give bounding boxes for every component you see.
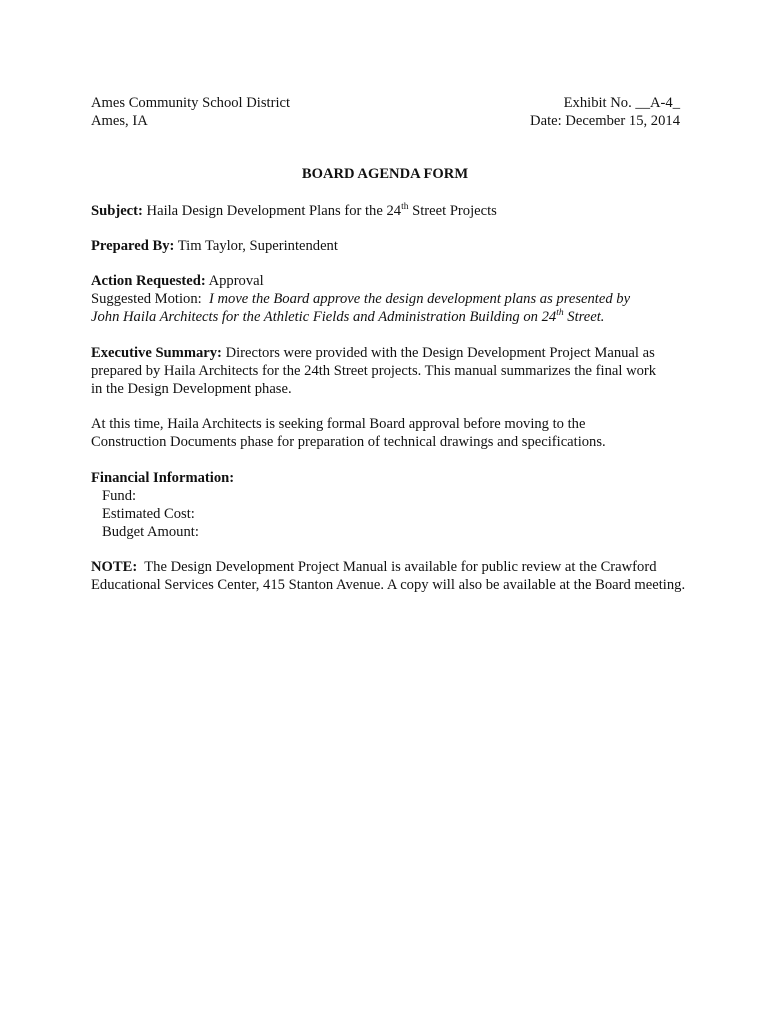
note-line1: [91, 558, 701, 576]
subject-label: Subject:: [91, 203, 143, 219]
motion-text-line2-end: Street.: [567, 309, 605, 325]
approval-line1: At this time, Haila Architects is seeking formal Board approval before moving to the: [91, 416, 586, 432]
motion-text-line2: [91, 308, 691, 326]
executive-summary-label: Executive Summary:: [91, 345, 222, 361]
prepared-by-label: Prepared By:: [91, 238, 175, 254]
prepared-by-value: Tim Taylor, Superintendent: [177, 238, 338, 254]
district-location: Ames, IA: [91, 113, 148, 129]
financial-information: [91, 469, 691, 541]
district-header: [91, 94, 290, 130]
action-label: Action Requested:: [91, 273, 206, 289]
exhibit-label: Exhibit No.: [563, 95, 632, 111]
agenda-date: [530, 112, 680, 130]
exhibit-header: [530, 94, 680, 130]
subject-superscript: th: [401, 202, 409, 212]
prepared-by-line: [91, 237, 691, 255]
suggested-motion: [91, 290, 691, 308]
motion-text-line2-start: John Haila Architects for the Athletic Fields and Administration Building on 24: [91, 309, 557, 325]
executive-summary: [91, 344, 691, 398]
action-section: [91, 272, 691, 326]
motion-text-line1: I move the Board approve the design development plans as presented by: [208, 291, 631, 307]
motion-superscript: th: [556, 308, 564, 318]
date-value: December 15, 2014: [565, 113, 680, 129]
subject-text: Haila Design Development Plans for the 24: [146, 203, 402, 219]
motion-label: Suggested Motion:: [91, 291, 202, 307]
note-line2: Educational Services Center, 415 Stanton Avenue. A copy will also be available at the Board meeting.: [91, 577, 686, 593]
estimated-cost-field: Estimated Cost:: [102, 506, 195, 522]
executive-summary-text1: Directors were provided with the Design Development Project Manual as: [225, 345, 655, 361]
approval-paragraph: [91, 415, 691, 451]
action-requested: [91, 272, 691, 290]
fund-field: Fund:: [102, 488, 137, 504]
executive-summary-line3: in the Design Development phase.: [91, 381, 292, 397]
note-label: NOTE:: [91, 559, 138, 575]
exhibit-number: [530, 94, 680, 112]
approval-line2: Construction Documents phase for preparation of technical drawings and specifications.: [91, 434, 606, 450]
executive-summary-line2: prepared by Haila Architects for the 24th Street projects. This manual summarizes the final work: [91, 363, 657, 379]
form-title: BOARD AGENDA FORM: [301, 166, 469, 182]
note-text1: The Design Development Project Manual is available for public review at the Crawford: [144, 559, 657, 575]
subject-line: [91, 202, 691, 220]
financial-label: Financial Information:: [91, 470, 235, 486]
executive-summary-line1: [91, 344, 691, 362]
exhibit-value: __A-4_: [635, 95, 680, 111]
action-value: Approval: [208, 273, 264, 289]
district-name: Ames Community School District: [91, 95, 291, 111]
subject-text-end: Street Projects: [412, 203, 497, 219]
date-label: Date:: [530, 113, 562, 129]
budget-amount-field: Budget Amount:: [102, 524, 199, 540]
note-section: [91, 558, 701, 594]
